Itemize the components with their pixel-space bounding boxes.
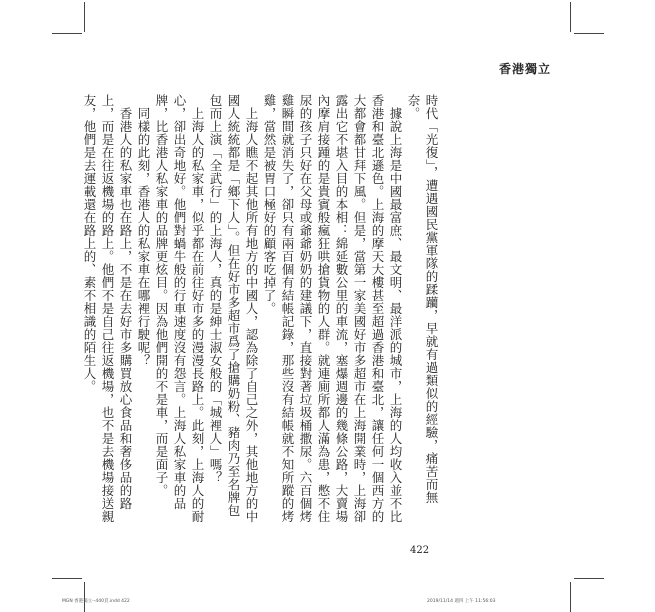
crop-mark bbox=[570, 582, 571, 612]
print-slug-timestamp: 2019/11/14 週四 上午 11:56:03 bbox=[427, 599, 496, 604]
paragraph: 據說上海是中國最富庶、最文明、最洋派的城市，上海的人均收入並不比香港和臺北遜色。上海的摩天大樓甚至超過香港和臺北，讓任何一個西方的大都會都甘拜下風。但是，當第一家美國好市多超市在上海開業時，上海卻露出它不堪入目的本相：綿延數公里的車流，塞爆週邊的幾條公路，大賣場內摩肩接踵的是貴賓般瘋狂哄搶貨物的人群。就連廁所都人滿為患，憋不住尿的孩子只好在父母或爺爺奶奶的建議下，直接對著垃圾桶撒尿。六百個烤雞瞬間就消失了，卻只有兩百個有結帳記錄，那些沒有結帳就不知所蹤的烤雞，當然是被胃口極好的顧客吃掉了。 bbox=[262, 94, 403, 523]
running-header-title: 香港獨立 bbox=[498, 62, 551, 76]
paragraph: 上海人瞧不起其他所有地方的中國人，認為除了自己之外，其他地方的中國人統統都是「鄉下人」。但在好市多超市爲了搶購奶粉、豬肉乃至名牌包包而上演「全武行」的上海人，真的是紳士淑女般的「城裡人」嗎？ bbox=[208, 94, 259, 523]
paragraph: 時代「光復」，遭遇國民黨軍隊的蹂躪，早就有過類似的經驗，痛苦而無奈。 bbox=[406, 94, 439, 504]
paragraph: 香港人的私家車也在路上，不是在去好市多購買放心食品和奢侈品的路上，而是在往返機場的路上。他們不是自己往返機場，也不是去機場接送親友，他們是去運載還在路上的、素不相識的陌生人。 bbox=[82, 94, 133, 523]
vertical-text-body bbox=[82, 94, 440, 529]
print-slug-file-info: MGN 香港獨立--440頁.indd 422 bbox=[62, 599, 130, 604]
crop-mark bbox=[84, 2, 85, 32]
paragraph: 上海人的私家車，似乎都在前往好市多的漫漫長路上。此刻，上海人的耐心，卻出奇地好。他們對蝸牛般的行車速度沒有怨言。上海人私家車的品牌，比香港人私家車的品牌更炫目。因為他們開的不是車，而是面子。 bbox=[154, 94, 205, 523]
crop-mark bbox=[52, 578, 82, 579]
crop-mark bbox=[52, 33, 82, 34]
crop-mark bbox=[84, 582, 85, 612]
paragraph: 同樣的此刻，香港人的私家車在哪裡行駛呢？ bbox=[136, 106, 151, 367]
crop-mark bbox=[570, 2, 571, 32]
crop-mark bbox=[574, 33, 604, 34]
crop-mark bbox=[574, 578, 604, 579]
page-number: 422 bbox=[410, 545, 430, 556]
